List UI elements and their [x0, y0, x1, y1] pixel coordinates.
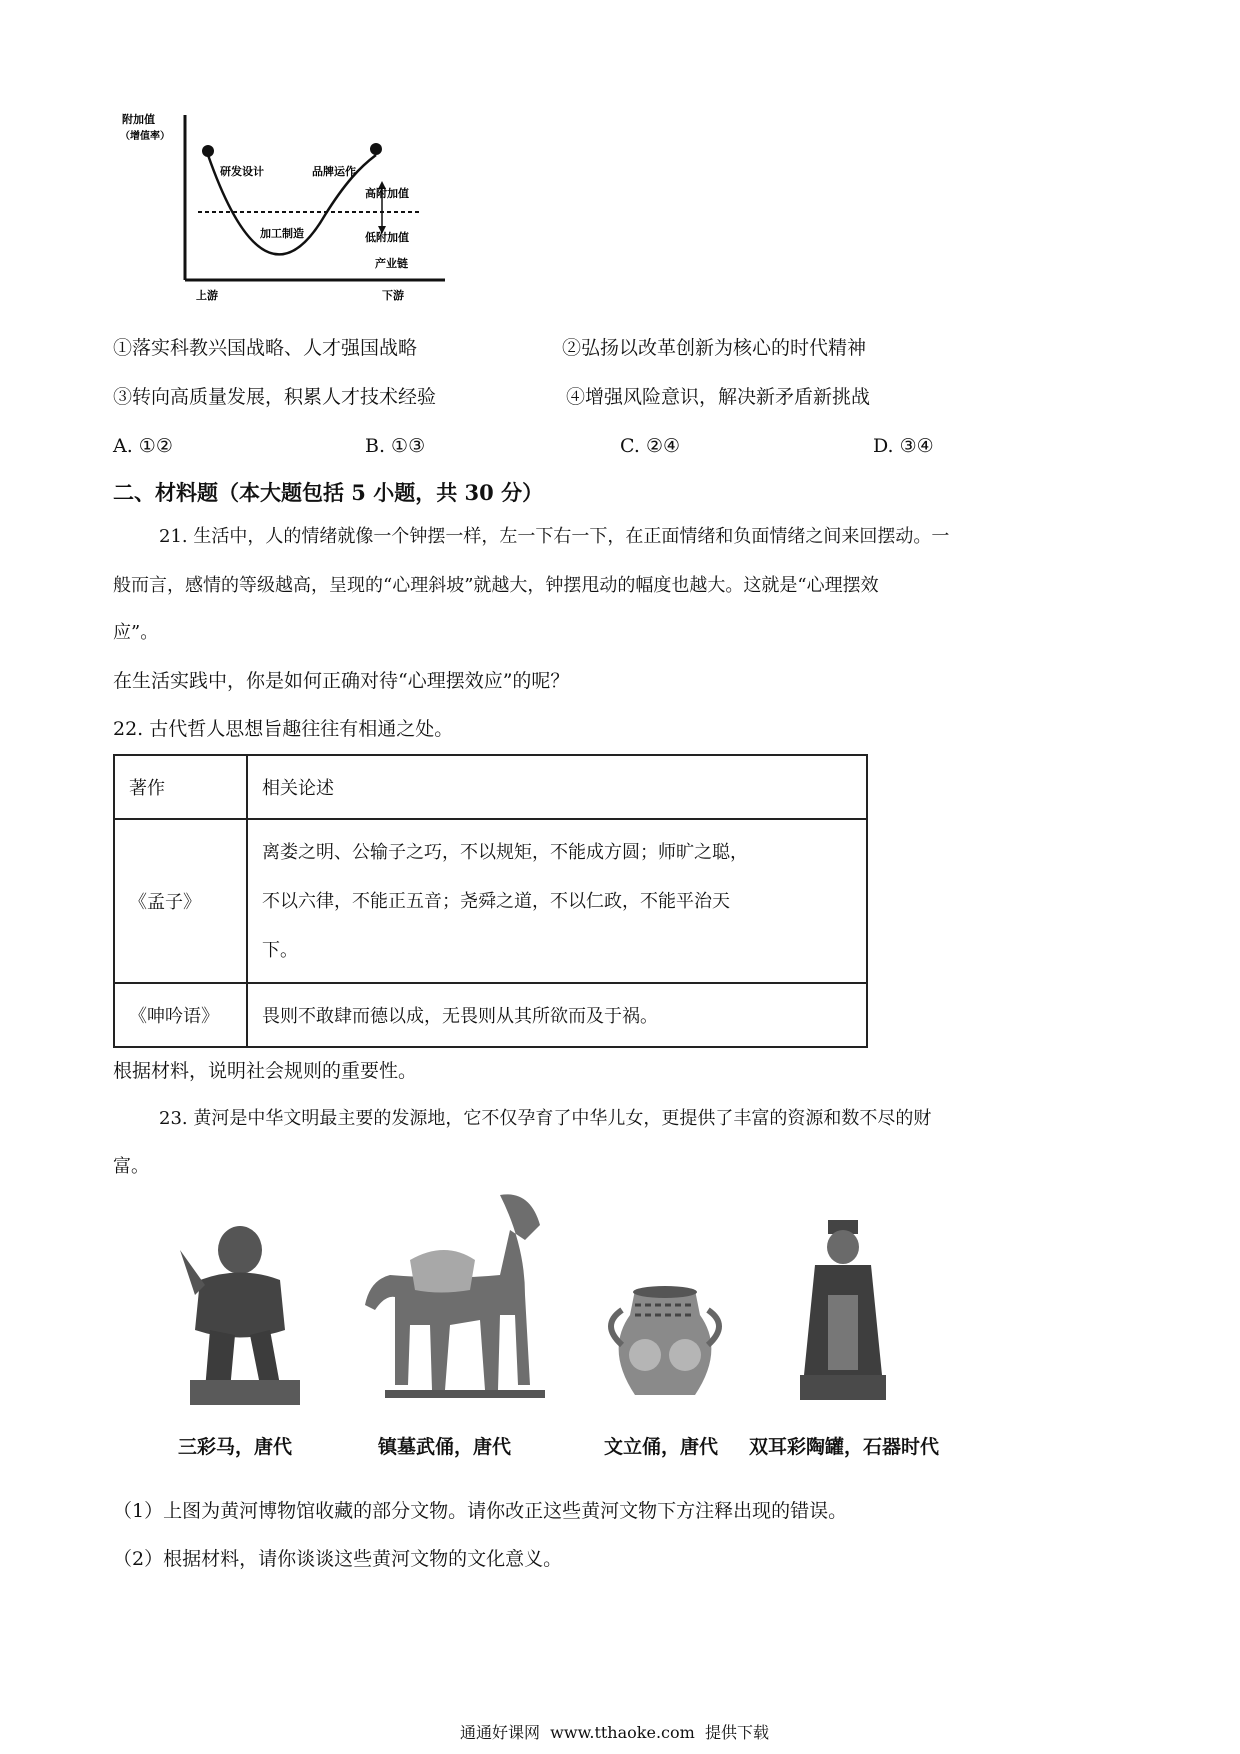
q21-line-3: 应”。 [113, 622, 159, 643]
label-mfg: 加工制造 [260, 227, 304, 240]
caption-3: 文立俑，唐代 [604, 1436, 719, 1458]
civil-official-figurine-image [790, 1215, 900, 1405]
label-low: 低附加值 [365, 231, 409, 244]
option-4: ④增强风险意识，解决新矛盾新挑战 [566, 386, 871, 408]
label-downstream: 下游 [382, 289, 404, 302]
row1-line-2: 不以六律，不能正五音；尧舜之道，不以仁政，不能平治天 [262, 890, 730, 912]
q21-line-1: 21. 生活中，人的情绪就像一个钟摆一样，左一下右一下，在正面情绪和负面情绪之间来回摆动。一 [159, 526, 950, 547]
q23-sub-2: （2）根据材料，请你谈谈这些黄河文物的文化意义。 [113, 1548, 563, 1570]
tricolor-horse-image [350, 1185, 560, 1420]
row1-line-3: 下。 [262, 939, 298, 961]
row2-desc: 畏则不敢肆而德以成，无畏则从其所欲而及于祸。 [247, 983, 867, 1047]
header-work: 著作 [114, 755, 247, 819]
choice-b: B. ①③ [365, 435, 426, 457]
source-table [113, 754, 868, 1048]
option-1: ①落实科教兴国战略、人才强国战略 [113, 337, 418, 359]
rd-point [202, 145, 214, 157]
value-chain-graph [120, 105, 450, 305]
section-heading: 二、材料题（本大题包括 5 小题，共 30 分） [113, 480, 544, 505]
table-header-row [114, 755, 867, 819]
row1-line-1: 离娄之明、公输子之巧，不以规矩，不能成方圆；师旷之聪， [262, 841, 748, 863]
choice-c: C. ②④ [620, 435, 681, 457]
table-row-mencius [114, 819, 867, 983]
choice-d: D. ③④ [873, 435, 934, 457]
caption-2: 镇墓武俑，唐代 [378, 1436, 512, 1458]
y-label-2: （增值率） [120, 131, 170, 142]
label-brand: 品牌运作 [312, 165, 356, 178]
choice-a: A. ①② [113, 435, 173, 457]
warrior-figurine-image [170, 1210, 310, 1410]
caption-1: 三彩马，唐代 [178, 1436, 293, 1458]
q22-intro: 22. 古代哲人思想旨趣往往有相通之处。 [113, 718, 454, 740]
q23-line-2: 富。 [113, 1156, 149, 1177]
y-label-1: 附加值 [122, 113, 155, 126]
row2-work: 《呻吟语》 [114, 983, 247, 1047]
header-desc: 相关论述 [247, 755, 867, 819]
q23-sub-1: （1）上图为黄河博物馆收藏的部分文物。请你改正这些黄河文物下方注释出现的错误。 [113, 1500, 848, 1522]
q23-line-1: 23. 黄河是中华文明最主要的发源地，它不仅孕育了中华儿女，更提供了丰富的资源和数不尽的财 [159, 1108, 932, 1129]
option-2: ②弘扬以改革创新为核心的时代精神 [562, 337, 867, 359]
label-upstream: 上游 [196, 289, 218, 302]
page-footer: 通通好课网 www.tthaoke.com 提供下载 [460, 1723, 769, 1742]
double-handle-jar-image [600, 1280, 730, 1405]
q21-question: 在生活实践中，你是如何正确对待“心理摆效应”的呢？ [113, 670, 570, 692]
q21-line-2: 般而言，感情的等级越高，呈现的“心理斜坡”就越大，钟摆甩动的幅度也越大。这就是“心理摆效 [113, 575, 879, 596]
option-3: ③转向高质量发展，积累人才技术经验 [113, 386, 437, 408]
row1-work: 《孟子》 [114, 819, 247, 983]
label-rd: 研发设计 [220, 165, 264, 178]
brand-point [370, 143, 382, 155]
label-high: 高附加值 [365, 187, 409, 200]
table-row-shenyinyu [114, 983, 867, 1047]
caption-4: 双耳彩陶罐，石器时代 [749, 1436, 940, 1458]
q22-question: 根据材料，说明社会规则的重要性。 [113, 1060, 418, 1082]
row1-desc [247, 819, 867, 983]
label-chain: 产业链 [375, 257, 408, 270]
